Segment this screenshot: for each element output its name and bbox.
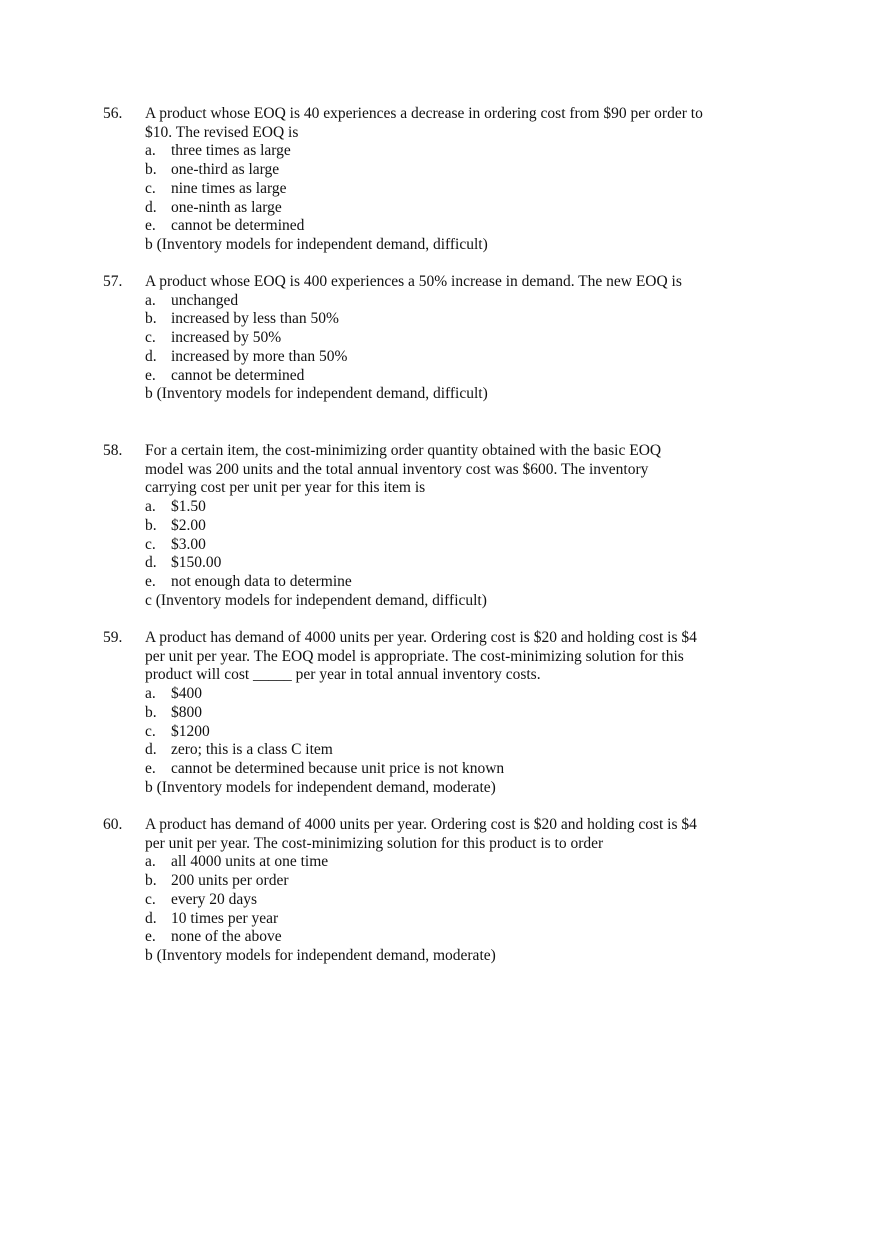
choice-b: b. one-third as large	[145, 161, 280, 179]
question-60	[103, 816, 703, 966]
choice-d: d. one-ninth as large	[145, 198, 282, 216]
choice-c: c. $1200	[145, 722, 210, 740]
answer-key: b (Inventory models for independent demand, difficult)	[145, 235, 488, 253]
choice-c: c. increased by 50%	[145, 329, 282, 347]
choice-a: a. all 4000 units at one time	[145, 853, 329, 871]
question-number: 56.	[103, 105, 123, 122]
question-stem: For a certain item, the cost-minimizing order quantity obtained with the basic EOQ model was 200 units and the total annual inventory cost was $600. The inventory carrying cost per unit per year for this item is	[145, 442, 662, 497]
choice-a: a. three times as large	[145, 142, 291, 160]
choice-a: a. $400	[145, 685, 202, 703]
choice-list	[145, 142, 703, 236]
question-stem: A product whose EOQ is 40 experiences a decrease in ordering cost from $90 per order to $10. The revised EOQ is	[145, 105, 703, 141]
question-stem: A product has demand of 4000 units per year. Ordering cost is $20 and holding cost is $4 per unit per year. The EOQ model is appropriate. The cost-minimizing solution for this product will cost _____ per year in total annual inventory costs.	[145, 629, 697, 684]
answer-key: b (Inventory models for independent demand, difficult)	[145, 385, 488, 403]
question-number: 60.	[103, 816, 123, 833]
choice-e: e. cannot be determined because unit price is not known	[145, 759, 505, 777]
choice-e: e. not enough data to determine	[145, 572, 352, 590]
choice-d: d. increased by more than 50%	[145, 347, 348, 365]
choice-d: d. 10 times per year	[145, 909, 279, 927]
choice-c: c. nine times as large	[145, 179, 287, 197]
choice-c: c. every 20 days	[145, 890, 258, 908]
choice-d: d. $150.00	[145, 554, 222, 572]
choice-a: a. $1.50	[145, 498, 206, 516]
choice-list	[145, 292, 703, 386]
choice-d: d. zero; this is a class C item	[145, 741, 333, 759]
choice-list	[145, 498, 703, 592]
question-58	[103, 442, 703, 610]
question-number: 59.	[103, 629, 123, 646]
question-59	[103, 629, 703, 797]
choice-c: c. $3.00	[145, 535, 206, 553]
choice-e: e. cannot be determined	[145, 217, 305, 235]
question-number: 57.	[103, 273, 123, 290]
choice-b: b. $2.00	[145, 516, 206, 534]
answer-key: c (Inventory models for independent demand, difficult)	[145, 591, 487, 609]
choice-e: e. cannot be determined	[145, 366, 305, 384]
question-56	[103, 105, 703, 255]
question-stem: A product has demand of 4000 units per year. Ordering cost is $20 and holding cost is $4 per unit per year. The cost-minimizing solution for this product is to order	[145, 816, 697, 852]
question-stem: A product whose EOQ is 400 experiences a 50% increase in demand. The new EOQ is	[145, 273, 682, 290]
answer-key: b (Inventory models for independent demand, moderate)	[145, 778, 496, 796]
question-number: 58.	[103, 442, 123, 459]
choice-b: b. increased by less than 50%	[145, 310, 339, 328]
choice-list	[145, 853, 703, 947]
answer-key: b (Inventory models for independent demand, moderate)	[145, 946, 496, 964]
choice-b: b. 200 units per order	[145, 872, 289, 890]
choice-list	[145, 685, 703, 779]
question-57	[103, 273, 703, 404]
choice-a: a. unchanged	[145, 291, 239, 309]
choice-b: b. $800	[145, 703, 202, 721]
choice-e: e. none of the above	[145, 928, 282, 946]
